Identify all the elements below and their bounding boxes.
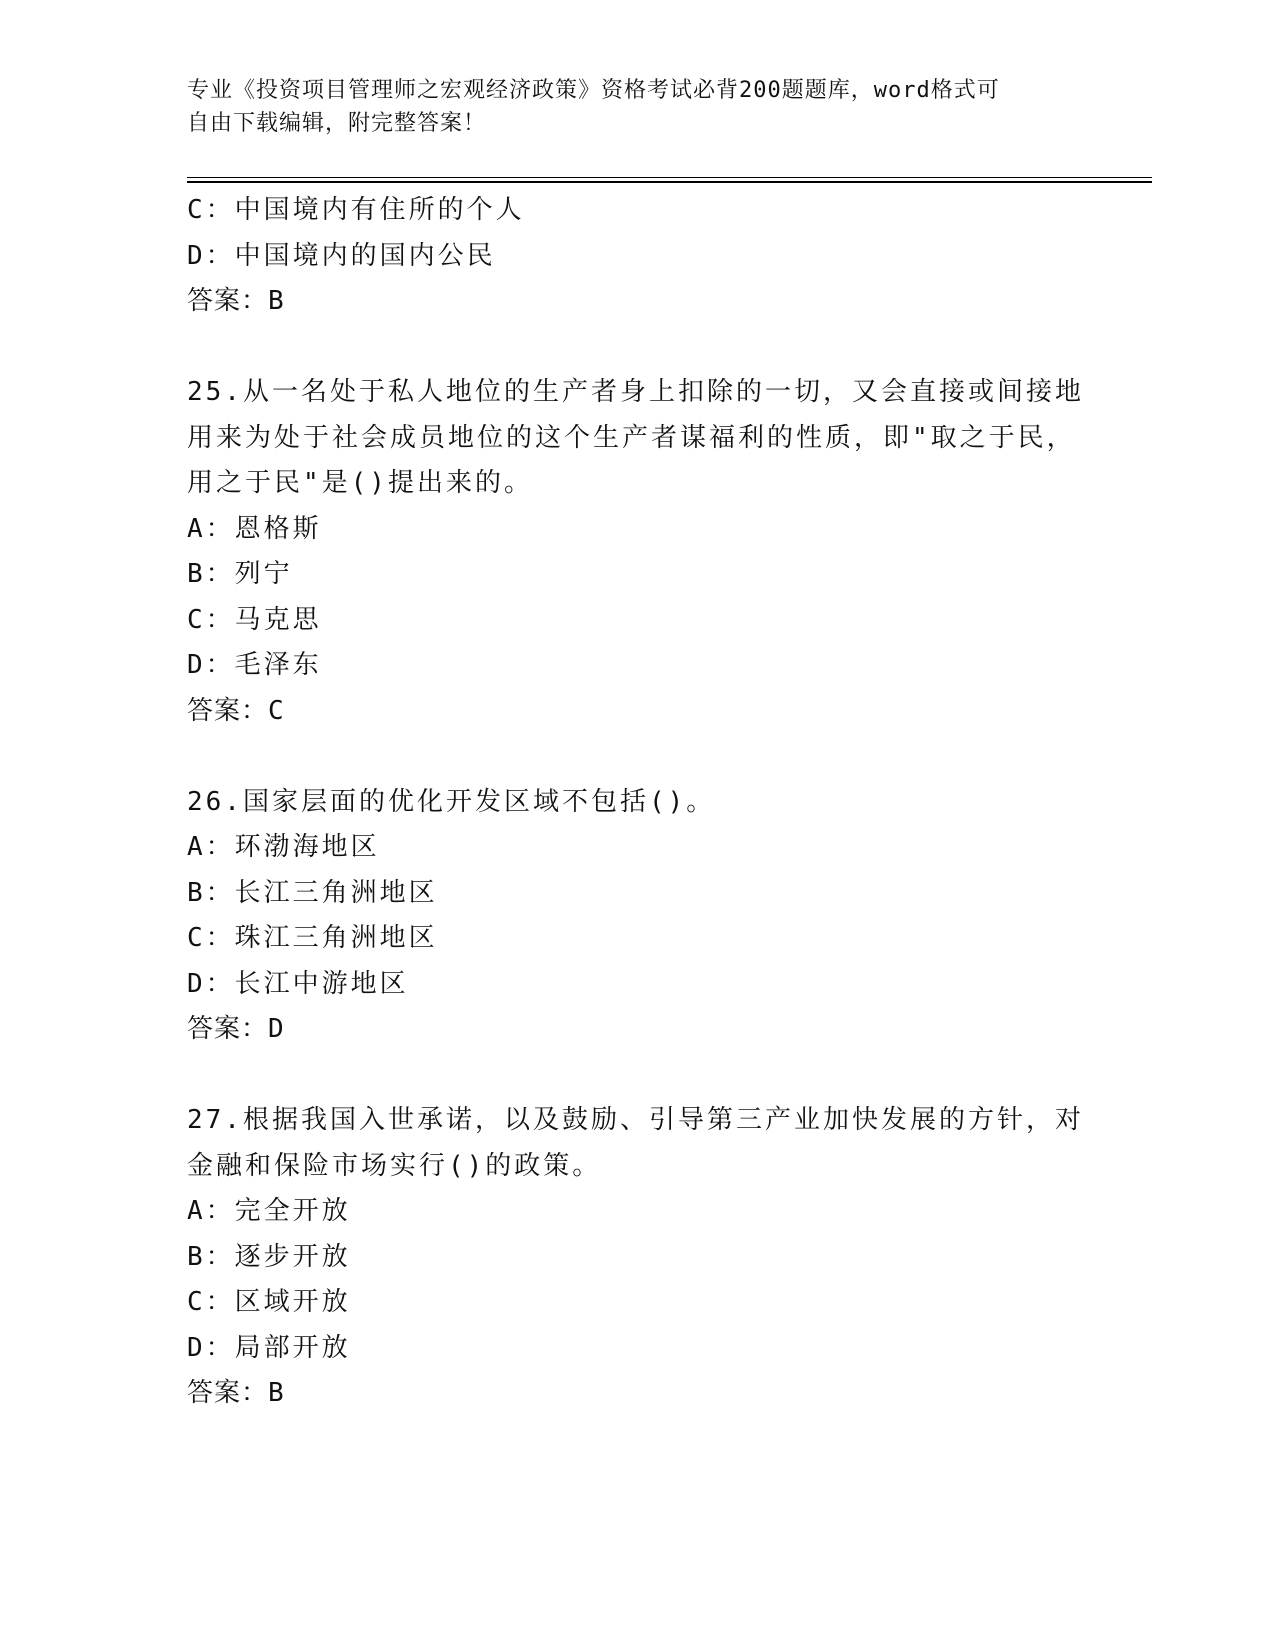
spacer — [187, 325, 1087, 371]
question-stem-line: 用之于民"是()提出来的。 — [187, 468, 533, 498]
option-c: C：中国境内有住所的个人 — [187, 195, 525, 225]
option-b: B：列宁 — [187, 559, 293, 589]
question-26 — [187, 780, 1087, 1053]
answer-line: 答案：C — [187, 695, 285, 726]
question-25 — [187, 370, 1087, 734]
question-stem-line: 25.从一名处于私人地位的生产者身上扣除的一切，又会直接或间接地 — [187, 377, 1084, 407]
question-content — [187, 188, 1087, 1417]
option-a: A：环渤海地区 — [187, 832, 380, 862]
option-c: C：珠江三角洲地区 — [187, 923, 438, 953]
option-d: D：中国境内的国内公民 — [187, 240, 496, 271]
option-d: D：长江中游地区 — [187, 968, 409, 999]
option-a: A：恩格斯 — [187, 513, 322, 544]
option-b: B：逐步开放 — [187, 1241, 351, 1272]
option-c: C：马克思 — [187, 604, 322, 635]
spacer — [187, 734, 1087, 780]
document-header — [187, 74, 1067, 140]
question-stem-line: 金融和保险市场实行()的政策。 — [187, 1150, 602, 1181]
answer-line: 答案：B — [187, 1378, 285, 1408]
option-c: C：区域开放 — [187, 1287, 351, 1317]
answer-line: 答案：D — [187, 1014, 285, 1044]
prev-question-block — [187, 188, 1087, 325]
question-27 — [187, 1098, 1087, 1417]
header-divider-thick — [187, 181, 1152, 183]
option-d: D：局部开放 — [187, 1332, 351, 1363]
option-b: B：长江三角洲地区 — [187, 877, 438, 908]
question-stem-line: 26.国家层面的优化开发区域不包括()。 — [187, 786, 716, 817]
question-stem-line: 用来为处于社会成员地位的这个生产者谋福利的性质，即"取之于民， — [187, 422, 1076, 453]
option-d: D：毛泽东 — [187, 650, 322, 680]
header-divider-thin — [187, 177, 1152, 178]
answer-line: 答案：B — [187, 286, 285, 316]
spacer — [187, 1053, 1087, 1099]
question-stem-line: 27.根据我国入世承诺，以及鼓励、引导第三产业加快发展的方针，对 — [187, 1105, 1084, 1135]
option-a: A：完全开放 — [187, 1196, 351, 1226]
header-line-1: 专业《投资项目管理师之宏观经济政策》资格考试必背200题题库，word格式可 — [187, 78, 1000, 103]
header-line-2: 自由下载编辑，附完整答案！ — [187, 111, 487, 136]
